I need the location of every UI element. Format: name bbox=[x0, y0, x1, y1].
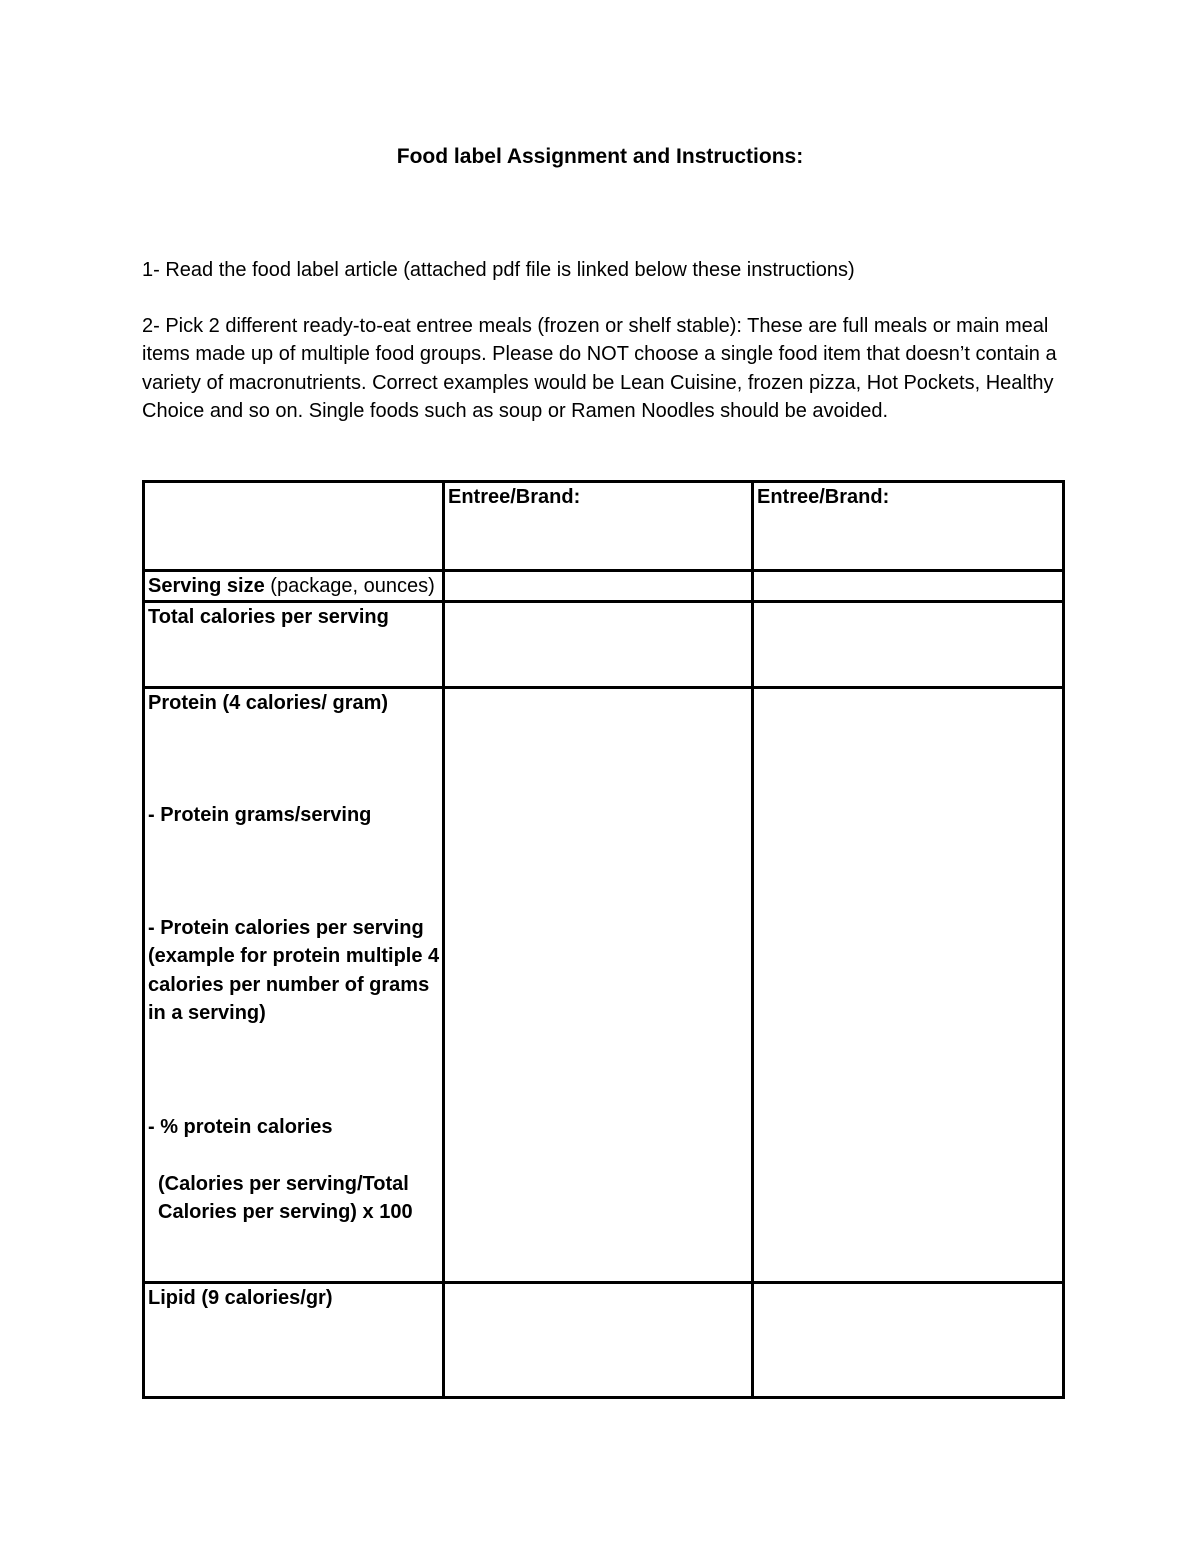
input-cell-protein-2[interactable] bbox=[753, 688, 1064, 1283]
table-row-lipid bbox=[144, 1283, 1064, 1398]
input-cell-serving-size-1[interactable] bbox=[444, 571, 753, 602]
document-title: Food label Assignment and Instructions: bbox=[396, 145, 804, 168]
table-row-total-calories bbox=[144, 602, 1064, 688]
header-cell-empty bbox=[144, 482, 444, 571]
row-label-total-calories: Total calories per serving bbox=[144, 602, 444, 688]
protein-label: Protein (4 calories/ gram) bbox=[148, 692, 389, 714]
table-header-row bbox=[144, 482, 1064, 571]
header-cell-entree-1[interactable]: Entree/Brand: bbox=[444, 482, 753, 571]
input-cell-lipid-1[interactable] bbox=[444, 1283, 753, 1398]
instruction-step-1: 1- Read the food label article (attached pdf file is linked below these instructions) bbox=[142, 259, 855, 281]
row-label-lipid: Lipid (9 calories/gr) bbox=[144, 1283, 444, 1398]
input-cell-total-calories-2[interactable] bbox=[753, 602, 1064, 688]
protein-grams-label: - Protein grams/serving bbox=[148, 804, 372, 827]
input-cell-lipid-2[interactable] bbox=[753, 1283, 1064, 1398]
protein-percent-label: - % protein calories bbox=[148, 1116, 333, 1139]
row-label-serving-size bbox=[144, 571, 444, 602]
instruction-step-2: 2- Pick 2 different ready-to-eat entree meals (frozen or shelf stable): These are full meals or main meal items made up of multiple food groups. Please do NOT choose a single food item that doesn’t contain a variety of macronutrients. Correct examples would be Lean Cuisine, frozen pizza, Hot Pockets, Healthy Choice and so on. Single foods such as soup or Ramen Noodles should be avoided. bbox=[142, 315, 1057, 423]
serving-size-label: Serving size bbox=[148, 575, 265, 597]
header-cell-entree-2[interactable]: Entree/Brand: bbox=[753, 482, 1064, 571]
protein-percent-formula: (Calories per serving/Total Calories per serving) x 100 bbox=[158, 1172, 413, 1224]
food-label-table bbox=[142, 480, 1065, 1399]
serving-size-note: (package, ounces) bbox=[270, 575, 435, 597]
input-cell-serving-size-2[interactable] bbox=[753, 571, 1064, 602]
input-cell-total-calories-1[interactable] bbox=[444, 602, 753, 688]
row-label-protein bbox=[144, 688, 444, 1283]
table-row-protein bbox=[144, 688, 1064, 1283]
table-row-serving-size bbox=[144, 571, 1064, 602]
protein-calories-label: - Protein calories per serving (example for protein multiple 4 calories per number of grams in a serving) bbox=[148, 916, 440, 1025]
input-cell-protein-1[interactable] bbox=[444, 688, 753, 1283]
